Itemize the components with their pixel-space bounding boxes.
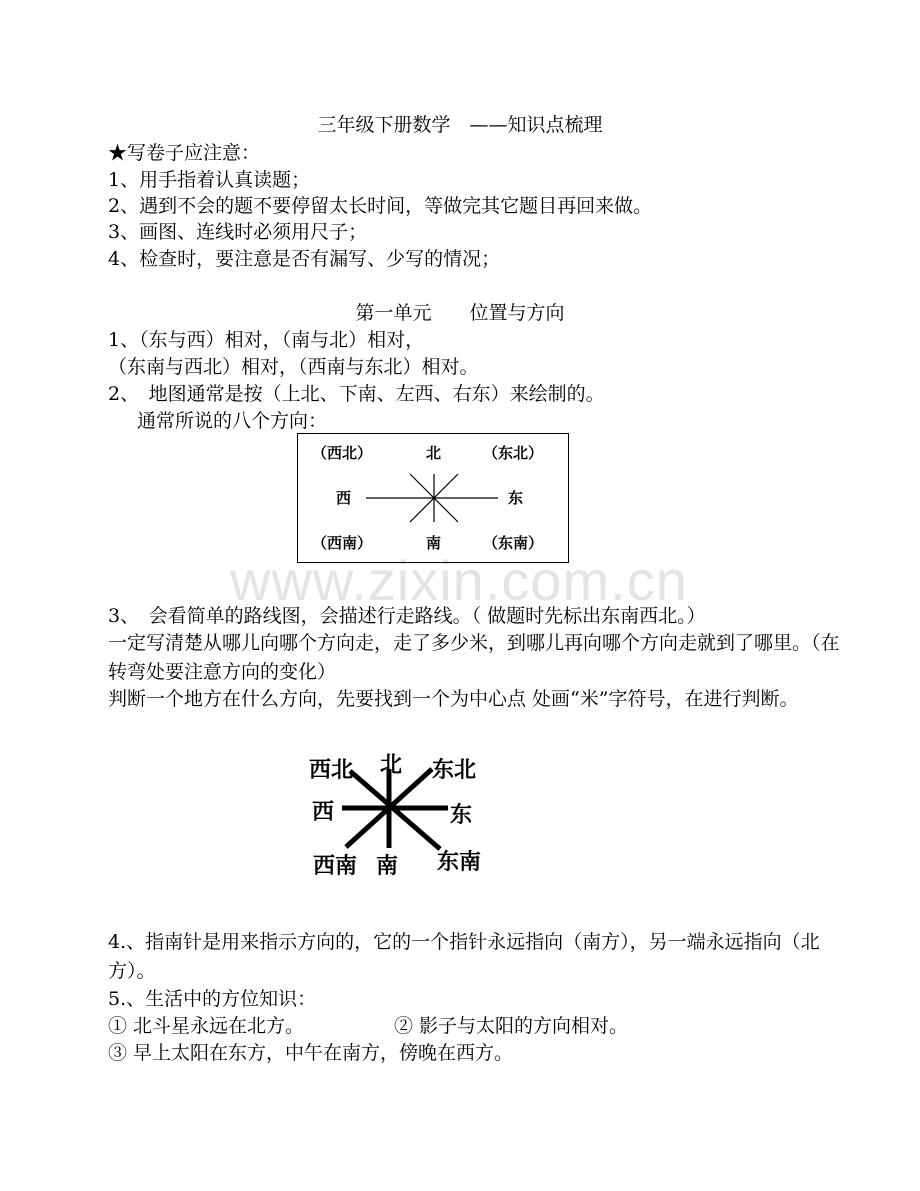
dir-label-sw: （西南） bbox=[312, 534, 373, 552]
point-2: 2、 地图通常是按（上北、下南、左西、右东）来绘制的。 bbox=[108, 383, 605, 405]
notes-heading: ★写卷子应注意： bbox=[108, 142, 261, 164]
point-1-line-2: （东南与西北）相对，（西南与东北）相对。 bbox=[108, 356, 479, 378]
dir-label-nw: 西北 bbox=[309, 758, 354, 783]
dir-label-e: 东 bbox=[508, 489, 524, 507]
dir-label-se: （东南） bbox=[483, 534, 544, 552]
dir-label-sw: 西南 bbox=[313, 854, 358, 879]
dir-label-nw: （西北） bbox=[312, 444, 373, 462]
notes-item: 4、检查时，要注意是否有漏写、少写的情况； bbox=[108, 248, 501, 270]
unit-title: 第一单元 位置与方向 bbox=[355, 302, 565, 324]
point-4: 4.、指南针是用来指示方向的，它的一个指针永远指向（南方），另一端永远指向（北方）。 bbox=[108, 931, 820, 982]
eight-directions-box bbox=[297, 433, 569, 563]
dir-label-s: 南 bbox=[426, 534, 442, 552]
point-3-para-2: 一定写清楚从哪儿向哪个方向走，走了多少米，到哪儿再向哪个方向走就到了哪里。（在转弯处要注意方向的变化） bbox=[108, 632, 840, 683]
dir-label-s: 南 bbox=[376, 854, 399, 879]
point-5-item-1: ① 北斗星永远在北方。 bbox=[108, 1015, 305, 1037]
notes-item: 3、画图、连线时必须用尺子； bbox=[108, 221, 368, 243]
dir-label-w: 西 bbox=[312, 800, 335, 825]
dir-label-n: 北 bbox=[380, 753, 403, 778]
point-5-heading: 5.、生活中的方位知识： bbox=[108, 988, 317, 1010]
notes-item: 1、用手指着认真读题； bbox=[108, 169, 311, 191]
watermark: www.zixin.com.cn bbox=[230, 549, 688, 612]
point-2-sub: 通常所说的八个方向： bbox=[118, 410, 328, 432]
dir-label-se: 东南 bbox=[437, 850, 482, 875]
dir-label-ne: （东北） bbox=[483, 444, 544, 462]
notes-item: 2、遇到不会的题不要停留太长时间，等做完其它题目再回来做。 bbox=[108, 195, 653, 217]
point-3-para-3: 判断一个地方在什么方向，先要找到一个为中心点 处画“米”字符号，在进行判断。 bbox=[108, 688, 799, 710]
point-5-item-2: ② 影子与太阳的方向相对。 bbox=[394, 1015, 629, 1037]
document-title: 三年级下册数学 ——知识点梳理 bbox=[317, 114, 603, 136]
point-3-line-1: 3、 会看简单的路线图，会描述行走路线。（ 做题时先标出东南西北。） bbox=[108, 605, 706, 627]
point-1-line-1: 1、（东与西）相对，（南与北）相对， bbox=[108, 329, 425, 351]
dir-label-w: 西 bbox=[336, 489, 352, 507]
dir-label-n: 北 bbox=[426, 444, 442, 462]
point-5-item-3: ③ 早上太阳在东方，中午在南方，傍晚在西方。 bbox=[108, 1042, 514, 1064]
dir-label-ne: 东北 bbox=[432, 758, 477, 783]
mi-compass-diagram bbox=[300, 745, 500, 880]
dir-label-e: 东 bbox=[450, 803, 473, 828]
